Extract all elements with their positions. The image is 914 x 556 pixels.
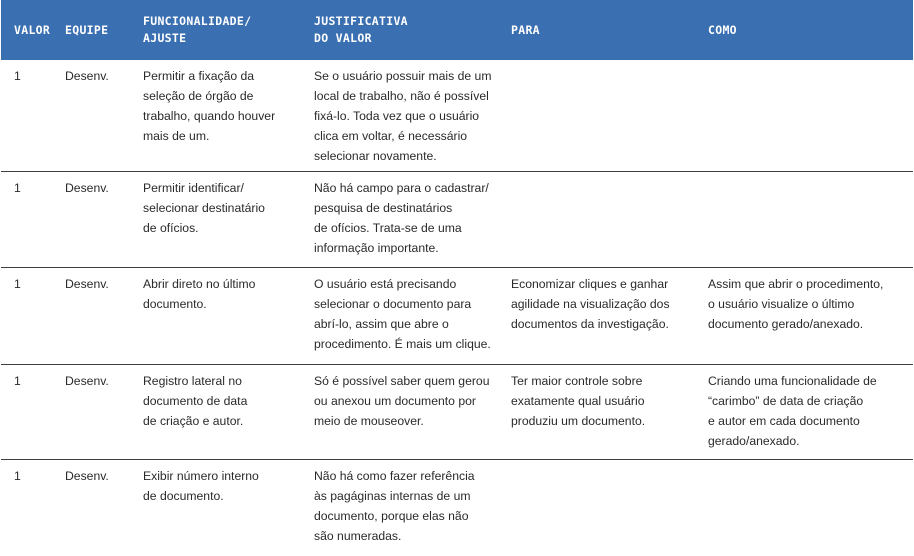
cell-como bbox=[708, 60, 913, 171]
cell-para bbox=[511, 60, 708, 171]
table-row bbox=[1, 60, 913, 172]
table-header bbox=[1, 0, 913, 60]
header-equipe: EQUIPE bbox=[65, 22, 109, 37]
cell-equipe: Desenv. bbox=[65, 181, 109, 195]
cell-como bbox=[708, 460, 913, 556]
cell-para bbox=[511, 460, 708, 556]
cell-valor: 1 bbox=[14, 374, 21, 388]
cell-para: Ter maior controle sobre exatamente qual usuário produziu um documento. bbox=[511, 374, 646, 428]
cell-justificativa: O usuário está precisando selecionar o documento para abrí-lo, assim que abre o procedimento. É mais um clique. bbox=[314, 277, 491, 351]
cell-valor: 1 bbox=[14, 69, 21, 83]
cell-valor: 1 bbox=[14, 181, 21, 195]
cell-justificativa: Não há como fazer referência às pagáginas internas de um documento, porque elas não são numeradas. bbox=[314, 469, 475, 543]
cell-funcionalidade: Exibir número interno de documento. bbox=[143, 469, 259, 503]
cell-justificativa: Só é possível saber quem gerou ou anexou um documento por meio de mouseover. bbox=[314, 374, 490, 428]
cell-equipe: Desenv. bbox=[65, 277, 109, 291]
cell-equipe: Desenv. bbox=[65, 69, 109, 83]
header-como: COMO bbox=[708, 22, 737, 37]
cell-para: Economizar cliques e ganhar agilidade na visualização dos documentos da investigação. bbox=[511, 277, 670, 331]
header-funcionalidade: FUNCIONALIDADE/ AJUSTE bbox=[143, 14, 252, 45]
cell-como: Criando uma funcionalidade de “carimbo” de data de criação e autor em cada documento gerado/anexado. bbox=[708, 374, 877, 448]
table-row bbox=[1, 172, 913, 268]
cell-como: Assim que abrir o procedimento, o usuário visualize o último documento gerado/anexado. bbox=[708, 277, 884, 331]
cell-funcionalidade: Registro lateral no documento de data de criação e autor. bbox=[143, 374, 248, 428]
cell-para bbox=[511, 172, 708, 267]
cell-valor: 1 bbox=[14, 469, 21, 483]
values-table bbox=[1, 0, 913, 556]
cell-como bbox=[708, 172, 913, 267]
cell-funcionalidade: Abrir direto no último documento. bbox=[143, 277, 256, 311]
cell-justificativa: Não há campo para o cadastrar/ pesquisa de destinatários de ofícios. Trata-se de uma informação importante. bbox=[314, 181, 489, 255]
table-row bbox=[1, 460, 913, 556]
cell-equipe: Desenv. bbox=[65, 469, 109, 483]
cell-valor: 1 bbox=[14, 277, 21, 291]
cell-justificativa: Se o usuário possuir mais de um local de trabalho, não é possível fixá-lo. Toda vez que o usuário clica em voltar, é necessário selecionar novamente. bbox=[314, 69, 492, 163]
cell-funcionalidade: Permitir a fixação da seleção de órgão de trabalho, quando houver mais de um. bbox=[143, 69, 276, 143]
table-row bbox=[1, 365, 913, 460]
header-para: PARA bbox=[511, 22, 540, 37]
cell-equipe: Desenv. bbox=[65, 374, 109, 388]
table-row bbox=[1, 268, 913, 365]
header-justificativa: JUSTIFICATIVA DO VALOR bbox=[314, 14, 408, 45]
header-valor: VALOR bbox=[14, 22, 51, 37]
cell-funcionalidade: Permitir identificar/ selecionar destinatário de ofícios. bbox=[143, 181, 265, 235]
